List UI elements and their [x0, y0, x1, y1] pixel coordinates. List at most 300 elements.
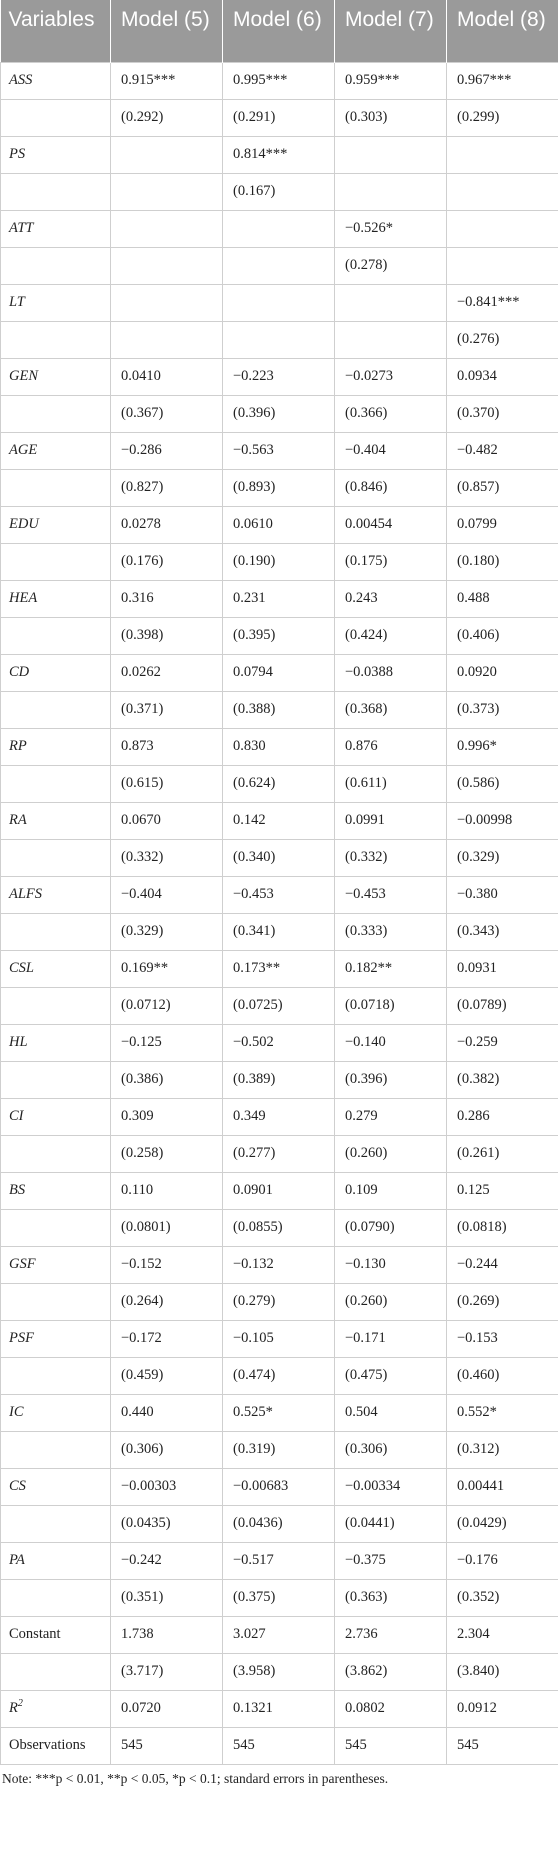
- table-cell: [111, 284, 223, 321]
- row-label: [1, 987, 111, 1024]
- row-label: [1, 210, 111, 247]
- table-cell: (0.367): [111, 395, 223, 432]
- table-cell: [223, 284, 335, 321]
- table-row: [1, 765, 558, 802]
- table-row: [1, 802, 558, 839]
- table-row: [1, 1579, 558, 1616]
- table-cell: (0.0789): [447, 987, 558, 1024]
- table-cell: (0.0855): [223, 1209, 335, 1246]
- table-cell: (0.370): [447, 395, 558, 432]
- table-cell: (0.175): [335, 543, 447, 580]
- table-row: [1, 580, 558, 617]
- table-row: [1, 1690, 558, 1727]
- row-label: [1, 691, 111, 728]
- row-label-text: IC: [9, 1404, 24, 1420]
- table-cell: (0.292): [111, 99, 223, 136]
- table-cell: (0.0429): [447, 1505, 558, 1542]
- table-cell: (3.862): [335, 1653, 447, 1690]
- table-cell: (3.840): [447, 1653, 558, 1690]
- table-cell: (0.0712): [111, 987, 223, 1024]
- row-label-text: PSF: [9, 1330, 34, 1346]
- table-cell: (0.371): [111, 691, 223, 728]
- table-cell: (0.312): [447, 1431, 558, 1468]
- table-row: [1, 654, 558, 691]
- table-cell: (0.398): [111, 617, 223, 654]
- table-cell: [447, 136, 558, 173]
- table-cell: 0.915***: [111, 62, 223, 99]
- table-cell: [335, 321, 447, 358]
- table-cell: (0.382): [447, 1061, 558, 1098]
- table-cell: 0.488: [447, 580, 558, 617]
- table-cell: 0.0901: [223, 1172, 335, 1209]
- table-row: [1, 1024, 558, 1061]
- table-cell: 0.0278: [111, 506, 223, 543]
- row-label-text: CI: [9, 1108, 24, 1124]
- table-cell: (0.363): [335, 1579, 447, 1616]
- table-cell: [223, 210, 335, 247]
- table-cell: (0.319): [223, 1431, 335, 1468]
- table-cell: (0.475): [335, 1357, 447, 1394]
- table-row: [1, 1283, 558, 1320]
- row-label: [1, 432, 111, 469]
- table-cell: −0.152: [111, 1246, 223, 1283]
- table-row: [1, 1061, 558, 1098]
- table-cell: 0.0720: [111, 1690, 223, 1727]
- table-cell: (0.373): [447, 691, 558, 728]
- table-cell: (0.260): [335, 1135, 447, 1172]
- table-cell: [335, 136, 447, 173]
- table-cell: 545: [447, 1727, 558, 1764]
- table-row: [1, 1542, 558, 1579]
- table-cell: 0.552*: [447, 1394, 558, 1431]
- table-cell: 0.00454: [335, 506, 447, 543]
- table-cell: (0.329): [447, 839, 558, 876]
- row-label-text: Observations: [9, 1737, 86, 1753]
- header-model-5: Model (5): [111, 0, 223, 62]
- table-row: [1, 839, 558, 876]
- table-cell: −0.132: [223, 1246, 335, 1283]
- table-cell: 545: [335, 1727, 447, 1764]
- table-cell: (0.332): [111, 839, 223, 876]
- table-cell: −0.375: [335, 1542, 447, 1579]
- row-label: [1, 1616, 111, 1653]
- table-cell: 0.00441: [447, 1468, 558, 1505]
- row-label: [1, 1357, 111, 1394]
- table-cell: 0.967***: [447, 62, 558, 99]
- row-label: [1, 136, 111, 173]
- table-cell: [111, 210, 223, 247]
- header-row: [1, 0, 558, 62]
- table-row: [1, 506, 558, 543]
- table-cell: [447, 173, 558, 210]
- row-label: [1, 1024, 111, 1061]
- row-label-text: BS: [9, 1182, 26, 1198]
- table-cell: (0.0801): [111, 1209, 223, 1246]
- table-cell: (0.395): [223, 617, 335, 654]
- table-cell: (0.396): [335, 1061, 447, 1098]
- row-label-text: PA: [9, 1552, 25, 1568]
- table-cell: 2.736: [335, 1616, 447, 1653]
- table-row: [1, 1209, 558, 1246]
- table-cell: (0.299): [447, 99, 558, 136]
- table-cell: 0.0991: [335, 802, 447, 839]
- table-cell: [223, 247, 335, 284]
- table-row: [1, 358, 558, 395]
- table-cell: 0.504: [335, 1394, 447, 1431]
- table-row: [1, 913, 558, 950]
- table-cell: (0.375): [223, 1579, 335, 1616]
- table-cell: −0.259: [447, 1024, 558, 1061]
- table-cell: 0.349: [223, 1098, 335, 1135]
- table-cell: 0.525*: [223, 1394, 335, 1431]
- table-cell: −0.0388: [335, 654, 447, 691]
- row-label: [1, 1209, 111, 1246]
- table-cell: 0.109: [335, 1172, 447, 1209]
- row-label-text: Constant: [9, 1626, 61, 1642]
- table-cell: 0.0912: [447, 1690, 558, 1727]
- table-cell: [111, 247, 223, 284]
- table-row: [1, 1653, 558, 1690]
- table-row: [1, 1172, 558, 1209]
- table-cell: (0.306): [335, 1431, 447, 1468]
- table-cell: (0.406): [447, 617, 558, 654]
- table-cell: (0.389): [223, 1061, 335, 1098]
- row-label: [1, 839, 111, 876]
- table-cell: −0.00683: [223, 1468, 335, 1505]
- table-cell: (0.0790): [335, 1209, 447, 1246]
- table-cell: (0.332): [335, 839, 447, 876]
- table-cell: 545: [111, 1727, 223, 1764]
- table-cell: −0.526*: [335, 210, 447, 247]
- table-cell: 0.142: [223, 802, 335, 839]
- row-label: [1, 950, 111, 987]
- row-label: [1, 62, 111, 99]
- table-cell: (0.0435): [111, 1505, 223, 1542]
- table-cell: 0.0934: [447, 358, 558, 395]
- row-label: [1, 802, 111, 839]
- table-row: [1, 691, 558, 728]
- table-row: [1, 1135, 558, 1172]
- row-label: [1, 247, 111, 284]
- table-row: [1, 395, 558, 432]
- table-cell: 0.830: [223, 728, 335, 765]
- table-cell: (0.0818): [447, 1209, 558, 1246]
- row-label-text: R: [9, 1700, 18, 1716]
- table-row: [1, 1394, 558, 1431]
- row-label: [1, 1246, 111, 1283]
- header-variables: Variables: [1, 0, 111, 62]
- table-cell: (0.190): [223, 543, 335, 580]
- table-row: [1, 876, 558, 913]
- table-cell: −0.176: [447, 1542, 558, 1579]
- table-cell: (0.303): [335, 99, 447, 136]
- row-label-text: PS: [9, 146, 26, 162]
- table-row: [1, 247, 558, 284]
- table-cell: 0.309: [111, 1098, 223, 1135]
- row-label: [1, 617, 111, 654]
- row-label: [1, 1505, 111, 1542]
- row-label: [1, 765, 111, 802]
- table-cell: 0.814***: [223, 136, 335, 173]
- table-cell: (0.459): [111, 1357, 223, 1394]
- table-cell: 0.0610: [223, 506, 335, 543]
- table-cell: 0.959***: [335, 62, 447, 99]
- table-cell: (0.0718): [335, 987, 447, 1024]
- table-cell: [335, 173, 447, 210]
- table-cell: −0.841***: [447, 284, 558, 321]
- row-label: [1, 1653, 111, 1690]
- table-cell: 0.995***: [223, 62, 335, 99]
- table-cell: (0.388): [223, 691, 335, 728]
- row-label: [1, 1579, 111, 1616]
- table-cell: −0.00334: [335, 1468, 447, 1505]
- table-cell: 0.279: [335, 1098, 447, 1135]
- table-cell: (0.279): [223, 1283, 335, 1320]
- table-cell: −0.171: [335, 1320, 447, 1357]
- row-label: [1, 1727, 111, 1764]
- row-label: [1, 173, 111, 210]
- table-cell: −0.223: [223, 358, 335, 395]
- table-cell: 0.243: [335, 580, 447, 617]
- table-cell: 3.027: [223, 1616, 335, 1653]
- table-cell: [447, 210, 558, 247]
- row-label: [1, 1431, 111, 1468]
- table-row: [1, 543, 558, 580]
- table-cell: (0.386): [111, 1061, 223, 1098]
- table-cell: (0.0436): [223, 1505, 335, 1542]
- header-model-6: Model (6): [223, 0, 335, 62]
- table-cell: −0.453: [335, 876, 447, 913]
- table-row: [1, 62, 558, 99]
- table-cell: 0.173**: [223, 950, 335, 987]
- table-cell: 0.125: [447, 1172, 558, 1209]
- row-label-text: RP: [9, 738, 27, 754]
- table-cell: (0.167): [223, 173, 335, 210]
- table-cell: −0.153: [447, 1320, 558, 1357]
- row-label-text: HL: [9, 1034, 28, 1050]
- row-label: [1, 469, 111, 506]
- row-label: [1, 1061, 111, 1098]
- table-cell: −0.0273: [335, 358, 447, 395]
- table-row: [1, 432, 558, 469]
- table-row: [1, 469, 558, 506]
- table-row: [1, 1357, 558, 1394]
- table-cell: (0.333): [335, 913, 447, 950]
- row-label: [1, 543, 111, 580]
- table-cell: 0.1321: [223, 1690, 335, 1727]
- table-cell: −0.453: [223, 876, 335, 913]
- table-cell: 0.0931: [447, 950, 558, 987]
- table-cell: −0.404: [335, 432, 447, 469]
- table-cell: −0.517: [223, 1542, 335, 1579]
- table-row: [1, 1246, 558, 1283]
- table-cell: (0.278): [335, 247, 447, 284]
- table-cell: −0.404: [111, 876, 223, 913]
- row-label: [1, 395, 111, 432]
- row-label: [1, 1542, 111, 1579]
- row-label-text: ALFS: [9, 886, 43, 902]
- table-cell: (0.611): [335, 765, 447, 802]
- table-cell: (0.615): [111, 765, 223, 802]
- row-label-text: GSF: [9, 1256, 36, 1272]
- table-row: [1, 1727, 558, 1764]
- table-cell: 0.286: [447, 1098, 558, 1135]
- row-label: [1, 284, 111, 321]
- table-row: [1, 728, 558, 765]
- table-cell: (0.893): [223, 469, 335, 506]
- row-label: [1, 358, 111, 395]
- table-cell: −0.482: [447, 432, 558, 469]
- table-cell: (0.258): [111, 1135, 223, 1172]
- table-cell: (0.340): [223, 839, 335, 876]
- table-cell: (3.958): [223, 1653, 335, 1690]
- table-cell: (0.276): [447, 321, 558, 358]
- table-cell: 0.996*: [447, 728, 558, 765]
- table-cell: 0.0920: [447, 654, 558, 691]
- table-cell: 0.182**: [335, 950, 447, 987]
- table-row: [1, 284, 558, 321]
- table-cell: −0.105: [223, 1320, 335, 1357]
- table-cell: (0.180): [447, 543, 558, 580]
- row-label: [1, 1172, 111, 1209]
- row-label-text: GEN: [9, 368, 38, 384]
- table-row: [1, 210, 558, 247]
- table-cell: −0.140: [335, 1024, 447, 1061]
- row-label: [1, 876, 111, 913]
- table-row: [1, 950, 558, 987]
- table-cell: 0.169**: [111, 950, 223, 987]
- table-row: [1, 1320, 558, 1357]
- row-label: [1, 913, 111, 950]
- row-label: [1, 654, 111, 691]
- table-cell: (0.474): [223, 1357, 335, 1394]
- table-cell: 545: [223, 1727, 335, 1764]
- table-cell: (0.460): [447, 1357, 558, 1394]
- row-label: [1, 1135, 111, 1172]
- row-label-text: AGE: [9, 442, 38, 458]
- table-cell: [447, 247, 558, 284]
- table-cell: (0.260): [335, 1283, 447, 1320]
- table-cell: (0.306): [111, 1431, 223, 1468]
- table-row: [1, 99, 558, 136]
- row-label: [1, 321, 111, 358]
- row-label: [1, 580, 111, 617]
- table-cell: (0.857): [447, 469, 558, 506]
- row-label-text: CD: [9, 664, 30, 680]
- row-label-superscript: 2: [17, 1698, 23, 1710]
- table-cell: (0.0441): [335, 1505, 447, 1542]
- row-label: [1, 1283, 111, 1320]
- row-label: [1, 1098, 111, 1135]
- table-row: [1, 1098, 558, 1135]
- table-cell: (0.176): [111, 543, 223, 580]
- row-label-text: ATT: [9, 220, 34, 236]
- table-cell: [111, 136, 223, 173]
- table-cell: 0.316: [111, 580, 223, 617]
- table-cell: [111, 321, 223, 358]
- table-cell: (3.717): [111, 1653, 223, 1690]
- table-cell: (0.277): [223, 1135, 335, 1172]
- table-cell: 0.0802: [335, 1690, 447, 1727]
- table-cell: −0.242: [111, 1542, 223, 1579]
- table-cell: −0.172: [111, 1320, 223, 1357]
- row-label: [1, 99, 111, 136]
- table-cell: −0.125: [111, 1024, 223, 1061]
- table-row: [1, 1431, 558, 1468]
- table-cell: (0.261): [447, 1135, 558, 1172]
- table-cell: 0.0410: [111, 358, 223, 395]
- table-cell: [335, 284, 447, 321]
- row-label-text: ASS: [9, 72, 33, 88]
- table-row: [1, 321, 558, 358]
- table-cell: 0.110: [111, 1172, 223, 1209]
- row-label: [1, 506, 111, 543]
- row-label-text: LT: [9, 294, 25, 310]
- header-model-7: Model (7): [335, 0, 447, 62]
- table-cell: −0.380: [447, 876, 558, 913]
- row-label: [1, 1690, 111, 1727]
- table-cell: −0.502: [223, 1024, 335, 1061]
- table-cell: −0.00303: [111, 1468, 223, 1505]
- table-cell: 0.0794: [223, 654, 335, 691]
- table-cell: (0.341): [223, 913, 335, 950]
- table-cell: [223, 321, 335, 358]
- table-cell: (0.846): [335, 469, 447, 506]
- table-cell: −0.00998: [447, 802, 558, 839]
- row-label: [1, 728, 111, 765]
- row-label-text: CSL: [9, 960, 34, 976]
- row-label-text: CS: [9, 1478, 26, 1494]
- table-body: [1, 62, 558, 1764]
- table-row: [1, 1505, 558, 1542]
- table-cell: 0.440: [111, 1394, 223, 1431]
- table-note: Note: ***p < 0.01, **p < 0.05, *p < 0.1; standard errors in parentheses.: [2, 1770, 389, 1786]
- table-cell: −0.563: [223, 432, 335, 469]
- table-cell: (0.0725): [223, 987, 335, 1024]
- table-row: [1, 1468, 558, 1505]
- table-cell: (0.352): [447, 1579, 558, 1616]
- table-cell: 0.0799: [447, 506, 558, 543]
- table-cell: −0.244: [447, 1246, 558, 1283]
- header-model-8: Model (8): [447, 0, 558, 62]
- table-cell: (0.368): [335, 691, 447, 728]
- table-cell: (0.343): [447, 913, 558, 950]
- row-label: [1, 1468, 111, 1505]
- row-label-text: HEA: [9, 590, 38, 606]
- table-cell: −0.286: [111, 432, 223, 469]
- table-cell: (0.264): [111, 1283, 223, 1320]
- table-row: [1, 136, 558, 173]
- table-cell: 0.0670: [111, 802, 223, 839]
- table-cell: (0.351): [111, 1579, 223, 1616]
- row-label: [1, 1320, 111, 1357]
- table-cell: (0.291): [223, 99, 335, 136]
- table-cell: (0.586): [447, 765, 558, 802]
- table-cell: 0.0262: [111, 654, 223, 691]
- row-label: [1, 1394, 111, 1431]
- table-cell: (0.827): [111, 469, 223, 506]
- table-cell: 0.231: [223, 580, 335, 617]
- table-cell: 1.738: [111, 1616, 223, 1653]
- table-cell: (0.269): [447, 1283, 558, 1320]
- table-cell: 0.873: [111, 728, 223, 765]
- row-label-text: RA: [9, 812, 27, 828]
- table-cell: (0.329): [111, 913, 223, 950]
- table-cell: (0.396): [223, 395, 335, 432]
- table-row: [1, 987, 558, 1024]
- table-row: [1, 1616, 558, 1653]
- table-cell: 2.304: [447, 1616, 558, 1653]
